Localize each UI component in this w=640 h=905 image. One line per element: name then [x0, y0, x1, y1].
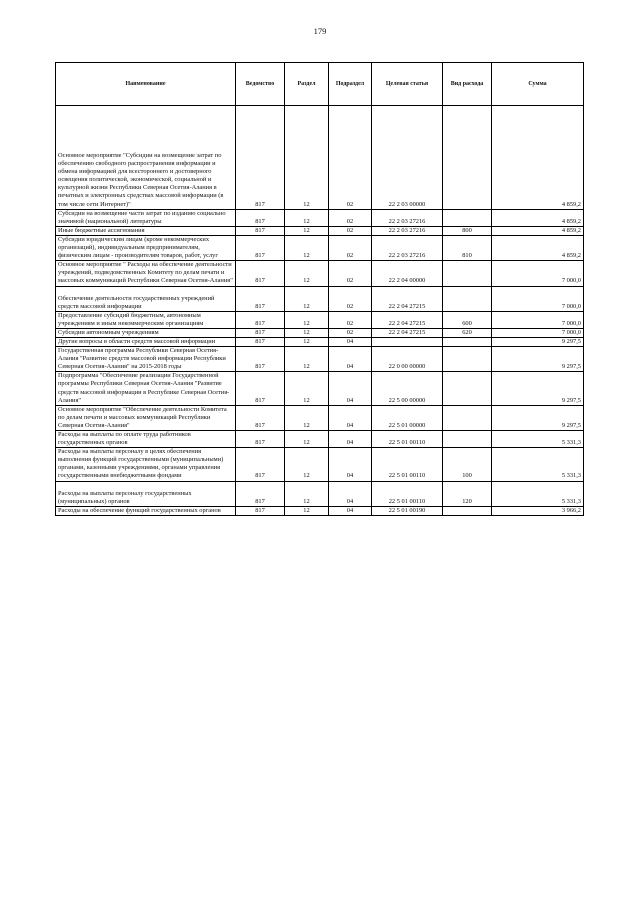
cell-text: 817 [255, 506, 265, 514]
cell-text: 817 [255, 252, 265, 260]
cell-text: Расходы на выплаты персоналу в целях обеспечения выполнения функций государственными (муниципальными) органами, казенными учреждениями, органами управления государственными внебюджетными фондами [58, 448, 224, 480]
row-expense-type-cell [443, 261, 492, 286]
row-leading-space [58, 287, 233, 295]
table-row [56, 337, 584, 346]
cell-text: 800 [462, 226, 472, 234]
row-target-article-cell [372, 328, 443, 337]
cell-text: Обеспечение деятельности государственных учреждений средств массовой информации [58, 294, 215, 310]
row-sum-cell [492, 235, 584, 260]
row-expense-type-cell [443, 448, 492, 481]
row-expense-type-cell [443, 209, 492, 226]
cell-text: 22 5 01 00110 [388, 472, 426, 480]
cell-text: 817 [255, 497, 265, 505]
header-department: Ведомство [236, 63, 285, 106]
row-sum-cell [492, 506, 584, 515]
row-name-cell [56, 286, 236, 311]
cell-text: Расходы на выплаты по оплате труда работников государственных органов [58, 431, 191, 447]
cell-text: 12 [303, 363, 310, 371]
cell-text: 02 [346, 252, 354, 260]
cell-text: 22 5 01 00190 [388, 506, 426, 514]
cell-text: 7 000,0 [561, 302, 581, 310]
row-leading-space [58, 106, 233, 152]
row-target-article-cell [372, 311, 443, 328]
row-name-cell [56, 226, 236, 235]
row-department-cell [236, 431, 285, 448]
cell-text: 12 [303, 302, 310, 310]
table-row [56, 506, 584, 515]
cell-text: 7 000,0 [561, 319, 581, 327]
row-expense-type-cell [443, 347, 492, 372]
row-department-cell [236, 235, 285, 260]
cell-text: 04 [346, 472, 354, 480]
table-row [56, 261, 584, 286]
row-name-cell [56, 261, 236, 286]
cell-text: 4 859,2 [561, 217, 581, 225]
cell-text: 02 [346, 277, 354, 285]
row-name-cell [56, 311, 236, 328]
row-subsection-cell [329, 431, 372, 448]
row-department-cell [236, 106, 285, 210]
table-row [56, 448, 584, 481]
row-expense-type-cell [443, 311, 492, 328]
row-department-cell [236, 209, 285, 226]
row-section-cell [285, 311, 329, 328]
table-row [56, 405, 584, 430]
cell-text: 817 [255, 363, 265, 371]
cell-text: 100 [462, 472, 472, 480]
row-target-article-cell [372, 106, 443, 210]
row-name-cell [56, 506, 236, 515]
cell-text: 04 [346, 396, 354, 404]
cell-text: Основное мероприятие "Обеспечение деятельности Комитета по делам печати и массовых коммуникаций Республики Северная Осетия-Алания" [58, 405, 227, 429]
row-expense-type-cell [443, 226, 492, 235]
row-target-article-cell [372, 347, 443, 372]
cell-text: 22 5 01 00110 [388, 497, 426, 505]
cell-text: 22 2 03 27216 [388, 252, 426, 260]
row-name-cell [56, 481, 236, 506]
row-section-cell [285, 226, 329, 235]
row-department-cell [236, 347, 285, 372]
row-name-cell [56, 328, 236, 337]
cell-text: 12 [303, 277, 310, 285]
cell-text: 5 331,3 [561, 497, 581, 505]
cell-text: 120 [462, 497, 472, 505]
cell-text: 12 [303, 200, 310, 208]
cell-text: 22 2 03 27216 [388, 217, 426, 225]
table-header-row [56, 63, 584, 106]
cell-text: Подпрограмма "Обеспечение реализации Государственной программы Республики Северная Осетия-Алания "Развитие средств массовой информации в Республике Северная Осетия-Алания" [58, 372, 230, 404]
row-target-article-cell [372, 372, 443, 405]
header-section: Раздел [285, 63, 329, 106]
cell-text: Субсидии юридическим лицам (кроме некоммерческих организаций), индивидуальным предпринимателям, физическим лицам - производителям товаров, работ, услуг [58, 235, 218, 260]
row-target-article-cell [372, 405, 443, 430]
cell-text: Другие вопросы в области средств массовой информации [58, 337, 216, 345]
table-row [56, 209, 584, 226]
row-department-cell [236, 405, 285, 430]
row-subsection-cell [329, 106, 372, 210]
header-subsection: Подраздел [329, 63, 372, 106]
row-section-cell [285, 235, 329, 260]
row-section-cell [285, 372, 329, 405]
cell-text: 817 [255, 421, 265, 429]
cell-text: 817 [255, 277, 265, 285]
cell-text: 04 [346, 506, 354, 514]
row-expense-type-cell [443, 328, 492, 337]
cell-text: Субсидии автономным учреждениям [58, 328, 159, 336]
table-row [56, 311, 584, 328]
row-department-cell [236, 311, 285, 328]
row-expense-type-cell [443, 431, 492, 448]
row-department-cell [236, 372, 285, 405]
row-expense-type-cell [443, 405, 492, 430]
cell-text: 22 2 03 27216 [388, 226, 426, 234]
cell-text: 9 297,5 [561, 421, 581, 429]
cell-text: Расходы на выплаты персоналу государственных (муниципальных) органов [58, 489, 192, 505]
row-sum-cell [492, 261, 584, 286]
row-expense-type-cell [443, 337, 492, 346]
cell-text: 02 [346, 200, 354, 208]
cell-text: 02 [346, 319, 354, 327]
cell-text: 22 2 04 27215 [388, 319, 426, 327]
cell-text: Государственная программа Республики Северная Осетия-Алания "Развитие средств массовой информации Республики Северная Осетия-Алания" на 2015-2018 годы [58, 347, 226, 371]
row-subsection-cell [329, 328, 372, 337]
cell-text: 22 5 01 00110 [388, 439, 426, 447]
cell-text: 12 [303, 497, 310, 505]
cell-text: 7 000,0 [561, 328, 581, 336]
row-expense-type-cell [443, 235, 492, 260]
cell-text: 02 [346, 226, 354, 234]
cell-text: 22 0 00 00000 [388, 363, 426, 371]
row-department-cell [236, 226, 285, 235]
cell-text: Расходы на обеспечение функций государственных органов [58, 506, 221, 514]
cell-text: 817 [255, 217, 265, 225]
cell-text: 12 [303, 396, 310, 404]
cell-text: 817 [255, 396, 265, 404]
table-row [56, 328, 584, 337]
cell-text: 817 [255, 226, 265, 234]
row-subsection-cell [329, 337, 372, 346]
cell-text: 12 [303, 421, 310, 429]
header-name: Наименование [56, 63, 236, 106]
row-sum-cell [492, 337, 584, 346]
row-target-article-cell [372, 506, 443, 515]
cell-text: 12 [303, 328, 310, 336]
row-sum-cell [492, 328, 584, 337]
row-department-cell [236, 261, 285, 286]
cell-text: 22 2 04 27215 [388, 302, 426, 310]
cell-text: 22 2 04 00000 [388, 277, 426, 285]
cell-text: 22 5 00 00000 [388, 396, 426, 404]
row-expense-type-cell [443, 106, 492, 210]
cell-text: 12 [303, 439, 310, 447]
row-sum-cell [492, 481, 584, 506]
row-department-cell [236, 337, 285, 346]
row-subsection-cell [329, 286, 372, 311]
cell-text: Предоставление субсидий бюджетным, автономным учреждениям и иным некоммерческим организациям [58, 311, 204, 327]
cell-text: 04 [346, 363, 354, 371]
cell-text: 02 [346, 302, 354, 310]
cell-text: Основное мероприятие "Субсидии на возмещение затрат по обеспечению свободного распространения информации и обмена информацией для всестороннего и достоверного освещения политической, экономической, социальной и культурной жизни Республики Северная Осетия-Алания в печатных и электронных средствах массовой информации (в том числе сети Интернет)" [58, 152, 224, 208]
row-section-cell [285, 209, 329, 226]
row-department-cell [236, 506, 285, 515]
cell-text: 817 [255, 337, 265, 345]
row-name-cell [56, 448, 236, 481]
cell-text: 4 859,2 [561, 200, 581, 208]
row-target-article-cell [372, 209, 443, 226]
row-sum-cell [492, 431, 584, 448]
cell-text: 12 [303, 472, 310, 480]
row-subsection-cell [329, 405, 372, 430]
row-subsection-cell [329, 226, 372, 235]
row-sum-cell [492, 226, 584, 235]
row-subsection-cell [329, 209, 372, 226]
cell-text: 810 [462, 252, 472, 260]
table-row [56, 481, 584, 506]
row-target-article-cell [372, 448, 443, 481]
cell-text: 5 331,3 [561, 439, 581, 447]
row-department-cell [236, 481, 285, 506]
cell-text: 9 297,5 [561, 396, 581, 404]
row-subsection-cell [329, 481, 372, 506]
row-section-cell [285, 448, 329, 481]
cell-text: 04 [346, 421, 354, 429]
row-section-cell [285, 261, 329, 286]
cell-text: 12 [303, 506, 310, 514]
header-target-article: Целевая статья [372, 63, 443, 106]
row-section-cell [285, 506, 329, 515]
row-subsection-cell [329, 448, 372, 481]
table-row [56, 106, 584, 210]
row-section-cell [285, 431, 329, 448]
cell-text: 12 [303, 217, 310, 225]
row-sum-cell [492, 286, 584, 311]
cell-text: 4 859,2 [561, 226, 581, 234]
header-sum: Сумма [492, 63, 584, 106]
budget-table [55, 62, 584, 516]
row-subsection-cell [329, 506, 372, 515]
row-sum-cell [492, 106, 584, 210]
cell-text: Субсидии на возмещение части затрат по изданию социально значимой (национальной) литературы [58, 209, 226, 225]
cell-text: Основное мероприятие " Расходы на обеспечение деятельности учреждений, подведомственных Комитету по делам печати и массовых коммуникаций Республики Северная Осетия-Алания" [58, 261, 233, 285]
row-target-article-cell [372, 261, 443, 286]
cell-text: 12 [303, 337, 310, 345]
table-row [56, 431, 584, 448]
cell-text: 12 [303, 226, 310, 234]
cell-text: 817 [255, 319, 265, 327]
cell-text: 817 [255, 472, 265, 480]
row-sum-cell [492, 448, 584, 481]
table-row [56, 347, 584, 372]
table-row [56, 226, 584, 235]
row-sum-cell [492, 347, 584, 372]
cell-text: 04 [346, 337, 354, 345]
cell-text: Иные бюджетные ассигнования [58, 226, 145, 234]
cell-text: 04 [346, 439, 354, 447]
row-section-cell [285, 286, 329, 311]
row-section-cell [285, 481, 329, 506]
table-row [56, 372, 584, 405]
cell-text: 02 [346, 217, 354, 225]
table-row [56, 235, 584, 260]
row-subsection-cell [329, 311, 372, 328]
cell-text: 04 [346, 497, 354, 505]
row-expense-type-cell [443, 506, 492, 515]
row-section-cell [285, 405, 329, 430]
row-section-cell [285, 106, 329, 210]
row-sum-cell [492, 209, 584, 226]
row-department-cell [236, 328, 285, 337]
cell-text: 817 [255, 200, 265, 208]
row-section-cell [285, 337, 329, 346]
row-sum-cell [492, 311, 584, 328]
cell-text: 5 331,3 [561, 472, 581, 480]
row-target-article-cell [372, 337, 443, 346]
row-department-cell [236, 286, 285, 311]
row-subsection-cell [329, 347, 372, 372]
row-expense-type-cell [443, 286, 492, 311]
row-subsection-cell [329, 261, 372, 286]
cell-text: 817 [255, 439, 265, 447]
row-name-cell [56, 106, 236, 210]
cell-text: 12 [303, 319, 310, 327]
row-target-article-cell [372, 286, 443, 311]
cell-text: 4 859,2 [561, 252, 581, 260]
row-name-cell [56, 405, 236, 430]
cell-text: 600 [462, 319, 472, 327]
cell-text: 9 297,5 [561, 363, 581, 371]
cell-text: 12 [303, 252, 310, 260]
row-expense-type-cell [443, 372, 492, 405]
row-subsection-cell [329, 372, 372, 405]
row-target-article-cell [372, 431, 443, 448]
row-name-cell [56, 235, 236, 260]
row-sum-cell [492, 405, 584, 430]
cell-text: 22 2 04 27215 [388, 328, 426, 336]
row-department-cell [236, 448, 285, 481]
row-name-cell [56, 372, 236, 405]
cell-text: 3 966,2 [561, 506, 581, 514]
table-row [56, 286, 584, 311]
row-name-cell [56, 347, 236, 372]
header-expense-type: Вид расхода [443, 63, 492, 106]
cell-text: 620 [462, 328, 472, 336]
row-name-cell [56, 337, 236, 346]
row-subsection-cell [329, 235, 372, 260]
cell-text: 02 [346, 328, 354, 336]
row-sum-cell [492, 372, 584, 405]
row-name-cell [56, 209, 236, 226]
cell-text: 7 000,0 [561, 277, 581, 285]
cell-text: 817 [255, 302, 265, 310]
row-expense-type-cell [443, 481, 492, 506]
row-target-article-cell [372, 226, 443, 235]
row-target-article-cell [372, 235, 443, 260]
row-name-cell [56, 431, 236, 448]
row-section-cell [285, 328, 329, 337]
row-target-article-cell [372, 481, 443, 506]
row-section-cell [285, 347, 329, 372]
row-leading-space [58, 482, 233, 490]
cell-text: 22 5 01 00000 [388, 421, 426, 429]
cell-text: 9 297,5 [561, 337, 581, 345]
page-number: 179 [313, 26, 327, 36]
cell-text: 817 [255, 328, 265, 336]
cell-text: 22 2 03 00000 [388, 200, 426, 208]
